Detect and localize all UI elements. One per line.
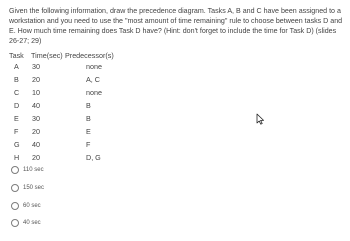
predecessor-cell: B <box>86 114 91 123</box>
radio-button[interactable] <box>11 166 19 174</box>
task-cell: G <box>14 140 20 149</box>
time-cell: 40 <box>32 140 40 149</box>
predecessor-cell: none <box>86 62 102 71</box>
option-label: 110 sec <box>23 167 44 173</box>
time-cell: 20 <box>32 153 40 162</box>
header-task: Task <box>9 51 24 60</box>
time-cell: 40 <box>32 101 40 110</box>
radio-button[interactable] <box>11 219 19 227</box>
option-60-sec[interactable] <box>11 201 41 211</box>
option-label: 60 sec <box>23 203 41 209</box>
radio-button[interactable] <box>11 184 19 192</box>
option-label: 150 sec <box>23 185 45 191</box>
question-text: Given the following information, draw the precedence diagram. Tasks A, B and C have been assigned to a workstation and you need to use the "most amount of time remaining" rule to choose between tasks D and E. How much time remaining does Task D have? (Hint: don't forget to include the time for Task D) (slides 26-27; 29) <box>9 7 343 46</box>
mouse-pointer-icon <box>256 113 265 125</box>
task-cell: D <box>14 101 20 110</box>
option-label: 40 sec <box>23 220 41 226</box>
option-40-sec[interactable] <box>11 218 41 228</box>
time-cell: 20 <box>32 127 40 136</box>
option-150-sec[interactable] <box>11 183 44 193</box>
time-cell: 30 <box>32 114 40 123</box>
time-cell: 30 <box>32 62 40 71</box>
task-cell: C <box>14 88 20 97</box>
header-predecessor: Predecessor(s) <box>65 51 114 60</box>
option-110-sec[interactable] <box>11 165 44 175</box>
radio-button[interactable] <box>11 202 19 210</box>
predecessor-cell: E <box>86 127 91 136</box>
task-cell: F <box>14 127 19 136</box>
time-cell: 10 <box>32 88 40 97</box>
task-cell: B <box>14 75 19 84</box>
time-cell: 20 <box>32 75 40 84</box>
task-cell: H <box>14 153 20 162</box>
task-cell: E <box>14 114 19 123</box>
predecessor-cell: F <box>86 140 91 149</box>
predecessor-cell: none <box>86 88 102 97</box>
predecessor-cell: D, G <box>86 153 101 162</box>
task-cell: A <box>14 62 19 71</box>
predecessor-cell: A, C <box>86 75 100 84</box>
predecessor-cell: B <box>86 101 91 110</box>
header-time: Time(sec) <box>31 51 63 60</box>
